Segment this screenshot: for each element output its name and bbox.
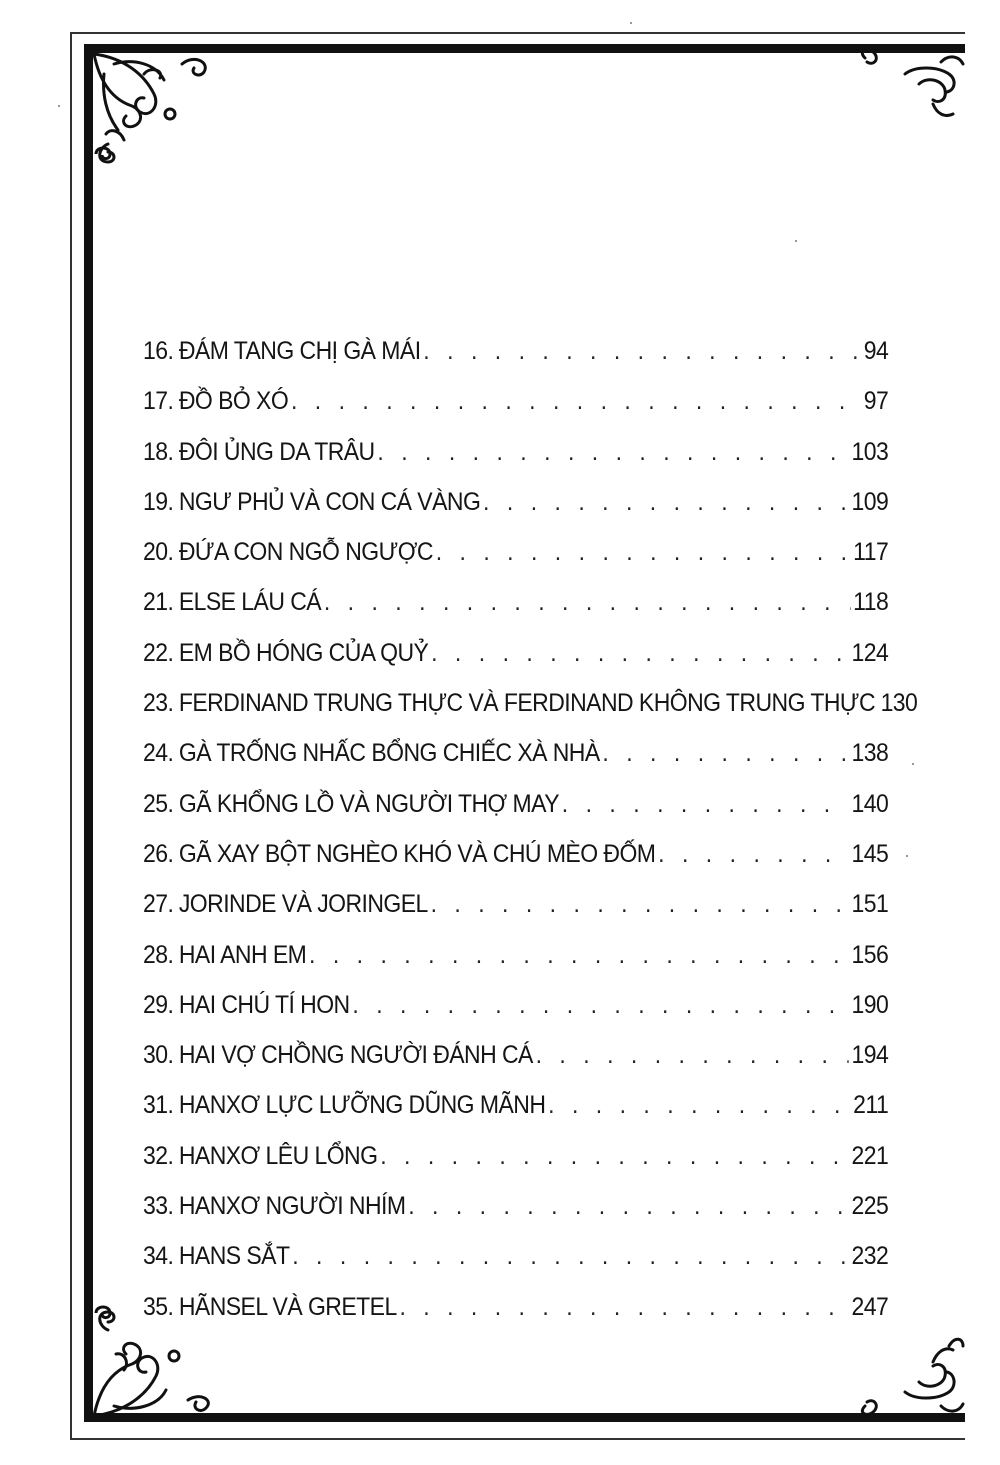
toc-entry-title: NGƯ PHỦ VÀ CON CÁ VÀNG <box>178 487 481 516</box>
toc-entry[interactable] <box>143 739 888 789</box>
toc-entry[interactable] <box>143 639 888 689</box>
toc-dot-leader <box>423 337 861 366</box>
scan-speck <box>906 855 908 857</box>
scroll-flourish-icon <box>845 44 965 124</box>
toc-entry-page: 247 <box>851 1292 889 1321</box>
toc-entry-title: HANXƠ LỰC LƯỠNG DŨNG MÃNH <box>178 1091 546 1120</box>
toc-entry-title: HANXƠ NGƯỜI NHÍM <box>178 1192 406 1221</box>
toc-entry-page: 109 <box>851 487 889 516</box>
toc-entry-number: 31. <box>143 1091 174 1120</box>
scan-speck <box>58 105 60 107</box>
toc-entry-page: 221 <box>851 1141 889 1170</box>
toc-entry-title: ĐỒ BỎ XÓ <box>178 387 289 416</box>
toc-dot-leader <box>292 1242 848 1271</box>
toc-entry[interactable] <box>143 840 888 890</box>
toc-dot-leader <box>408 1192 849 1221</box>
toc-dot-leader <box>431 639 849 668</box>
toc-dot-leader <box>309 941 849 970</box>
toc-entry[interactable] <box>143 1192 888 1242</box>
toc-entry-title: HAI VỢ CHỒNG NGƯỜI ĐÁNH CÁ <box>178 1041 533 1070</box>
toc-entry-number: 27. <box>143 890 174 919</box>
toc-entry-page: 151 <box>851 890 889 919</box>
toc-entry-title: FERDINAND TRUNG THỰC VÀ FERDINAND KHÔNG TRUNG THỰC <box>178 689 876 718</box>
toc-entry-number: 16. <box>143 337 174 365</box>
toc-entry-number: 18. <box>143 437 174 466</box>
toc-entry-title: GÃ KHỔNG LỒ VÀ NGƯỜI THỢ MAY <box>178 789 560 818</box>
toc-entry-page: 124 <box>851 638 889 667</box>
toc-entry-page: 117 <box>853 538 889 567</box>
toc-entry[interactable] <box>143 1091 888 1141</box>
toc-dot-leader <box>658 840 849 869</box>
toc-entry-number: 21. <box>143 588 174 617</box>
toc-entry-page: 145 <box>851 839 889 868</box>
toc-entry[interactable] <box>143 790 888 840</box>
toc-dot-leader <box>399 1293 848 1322</box>
swirl-icon <box>92 143 116 165</box>
toc-entry[interactable] <box>143 689 918 739</box>
toc-entry-page: 118 <box>853 588 889 617</box>
toc-entry[interactable] <box>143 538 888 588</box>
toc-entry-number: 26. <box>143 839 174 868</box>
toc-entry[interactable] <box>143 1142 888 1192</box>
scan-speck <box>912 763 914 765</box>
toc-entry-page: 97 <box>863 387 889 416</box>
toc-entry-page: 194 <box>851 1041 889 1070</box>
toc-entry-number: 33. <box>143 1192 174 1221</box>
toc-dot-leader <box>377 438 848 467</box>
toc-dot-leader <box>380 1142 848 1171</box>
toc-entry-title: HÃNSEL VÀ GRETEL <box>178 1292 397 1321</box>
toc-entry-number: 35. <box>143 1292 174 1321</box>
toc-dot-leader <box>352 991 848 1020</box>
toc-entry-title: GÃ XAY BỘT NGHÈO KHÓ VÀ CHÚ MÈO ĐỐM <box>178 839 656 868</box>
toc-dot-leader <box>536 1041 849 1070</box>
toc-entry-number: 30. <box>143 1041 174 1070</box>
toc-entry-page: 190 <box>851 990 889 1019</box>
toc-entry-page: 140 <box>851 789 889 818</box>
toc-entry-title: ĐỨA CON NGỖ NGƯỢC <box>178 538 433 567</box>
toc-dot-leader <box>602 739 848 768</box>
toc-entry[interactable] <box>143 1041 888 1091</box>
toc-entry-number: 28. <box>143 940 174 969</box>
toc-entry[interactable] <box>143 337 888 387</box>
toc-entry[interactable] <box>143 1242 888 1292</box>
toc-dot-leader <box>562 790 849 819</box>
toc-entry-page: 225 <box>851 1192 889 1221</box>
toc-entry-page: 232 <box>851 1242 889 1271</box>
toc-entry-number: 24. <box>143 739 174 768</box>
toc-entry[interactable] <box>143 890 888 940</box>
toc-entry-page: 103 <box>851 437 889 466</box>
scan-speck <box>630 22 632 24</box>
toc-entry-page: 130 <box>880 689 918 718</box>
toc-entry-title: GÀ TRỐNG NHẤC BỔNG CHIẾC XÀ NHÀ <box>178 739 600 768</box>
toc-entry-number: 29. <box>143 990 174 1019</box>
toc-entry-title: HANXƠ LÊU LỔNG <box>178 1141 378 1170</box>
toc-entry[interactable] <box>143 1293 888 1343</box>
toc-dot-leader <box>483 488 849 517</box>
toc-dot-leader <box>436 538 851 567</box>
toc-entry[interactable] <box>143 438 888 488</box>
toc-entry[interactable] <box>143 991 888 1041</box>
toc-entry-page: 138 <box>851 739 889 768</box>
toc-entry-page: 211 <box>853 1091 889 1120</box>
toc-dot-leader <box>431 890 849 919</box>
scan-speck <box>795 240 797 242</box>
toc-entry-title: ELSE LÁU CÁ <box>178 588 322 617</box>
toc-entry-title: EM BỒ HÓNG CỦA QUỶ <box>178 638 429 667</box>
toc-entry-number: 19. <box>143 487 174 516</box>
toc-entry-number: 23. <box>143 689 174 718</box>
toc-entry-title: ĐÁM TANG CHỊ GÀ MÁI <box>178 337 421 365</box>
toc-entry-title: ĐÔI ỦNG DA TRÂU <box>178 437 375 466</box>
toc-entry-title: HANS SẮT <box>178 1242 290 1271</box>
toc-entry-title: HAI ANH EM <box>178 940 307 969</box>
table-of-contents <box>143 337 918 1343</box>
toc-dot-leader <box>548 1091 850 1120</box>
toc-entry-number: 34. <box>143 1242 174 1271</box>
toc-entry-title: HAI CHÚ TÍ HON <box>178 990 350 1019</box>
toc-entry-number: 22. <box>143 638 174 667</box>
toc-entry-number: 17. <box>143 387 174 416</box>
toc-entry-page: 94 <box>863 337 889 365</box>
toc-dot-leader <box>324 588 851 617</box>
toc-entry[interactable] <box>143 588 888 638</box>
toc-entry[interactable] <box>143 387 888 437</box>
toc-entry-number: 20. <box>143 538 174 567</box>
toc-entry-title: JORINDE VÀ JORINGEL <box>178 890 428 919</box>
toc-entry-page: 156 <box>851 940 889 969</box>
toc-entry[interactable] <box>143 941 888 991</box>
toc-dot-leader <box>291 387 861 416</box>
swirl-icon <box>92 1302 116 1324</box>
toc-entry-number: 32. <box>143 1141 174 1170</box>
toc-entry[interactable] <box>143 488 888 538</box>
toc-entry-number: 25. <box>143 789 174 818</box>
